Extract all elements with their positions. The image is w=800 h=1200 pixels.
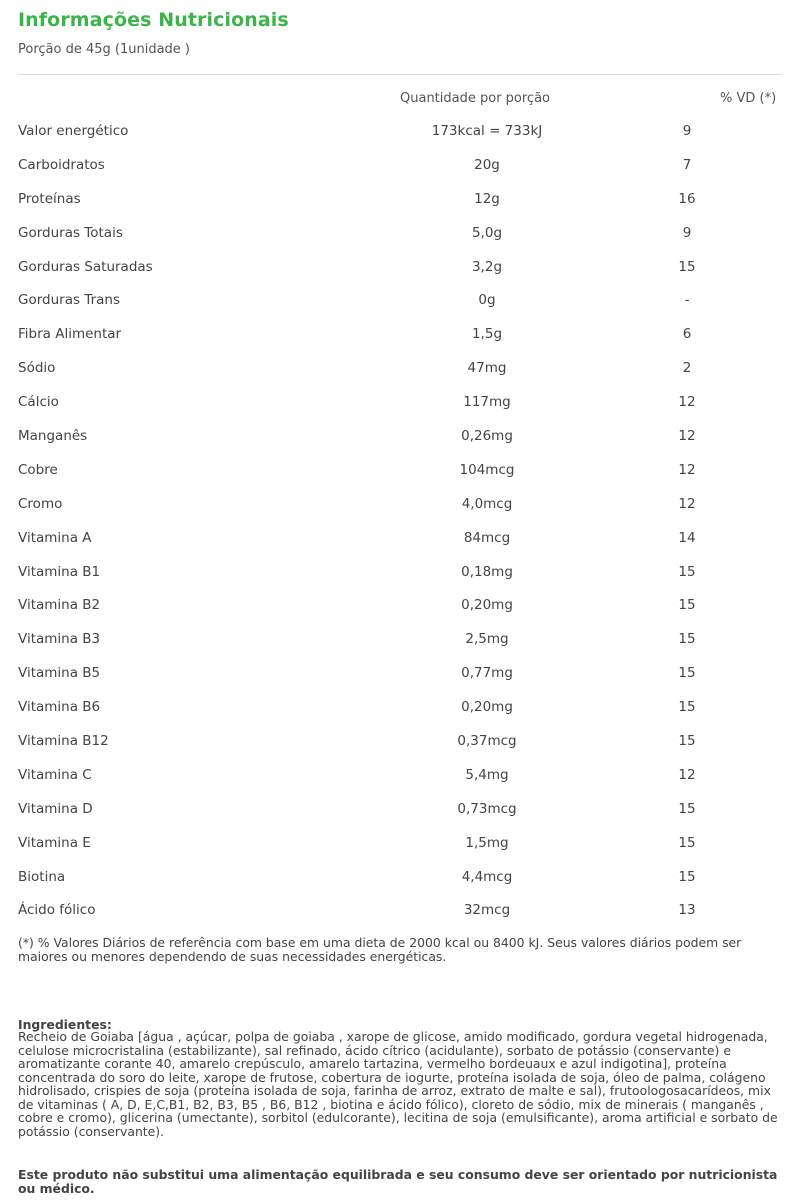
nutrient-name: Cobre: [18, 461, 58, 478]
nutrient-quantity: 5,4mg: [465, 766, 509, 783]
table-row: [0, 453, 800, 487]
nutrient-vd: 15: [678, 258, 696, 275]
table-row: [0, 385, 800, 419]
nutrient-quantity: 104mcg: [459, 461, 515, 478]
header-divider: [18, 74, 782, 75]
nutrient-vd: 15: [678, 834, 696, 851]
ingredients-text: Recheio de Goiaba [água , açúcar, polpa de goiaba , xarope de glicose, amido modificado, gordura vegetal hidrogenada, celulose microcristalina (estabilizante), sal refinado, ácido cítrico (acidulante), sorbato de potássio (conservante) e aromatizante corante 40, amarelo crepúsculo, amarelo tartazina, vermelho bordeuaux e azul indigotina], proteína concentrada do soro do leite, xarope de frutose, cobertura de iogurte, proteína isolada de soja, óleo de palma, colágeno hidrolisado, crispies de soja (proteína isolada de soja, farinha de arroz, extrato de malte e sal), frutoologosacarídeos, mix de vitaminas ( A, D, E,C,B1, B2, B3, B5 , B6, B12 , biotina e ácido fólico), cloreto de sódio, mix de minerais ( manganês , cobre e cromo), glicerina (umectante), sorbitol (edulcorante), lecitina de soja (emulsificante), aroma artificial e sorbato de potássio (conservante).: [18, 1029, 778, 1139]
nutrient-name: Carboidratos: [18, 156, 105, 173]
nutrient-vd: 15: [678, 868, 696, 885]
nutrient-name: Biotina: [18, 868, 66, 885]
nutrient-quantity: 3,2g: [471, 258, 503, 275]
nutrient-name: Vitamina B2: [18, 597, 101, 614]
nutrient-vd: 15: [678, 631, 696, 648]
nutrient-vd: 9: [682, 224, 692, 241]
portion-size: Porção de 45g (1unidade ): [18, 42, 191, 57]
nutrient-vd: 2: [682, 360, 692, 377]
table-row: [0, 351, 800, 385]
nutrient-name: Gorduras Totais: [18, 224, 123, 241]
nutrient-quantity: 0,20mg: [461, 597, 513, 614]
footnote: (*) % Valores Diários de referência com base em uma dieta de 2000 kcal ou 8400 kJ. Seus valores diários podem ser maiores ou menores dependendo de suas necessidades energéticas.: [18, 935, 742, 964]
table-row: [0, 622, 800, 656]
nutrient-name: Vitamina E: [18, 834, 91, 851]
nutrient-vd: 12: [678, 461, 696, 478]
page-title: Informações Nutricionais: [18, 9, 289, 31]
nutrient-vd: 6: [682, 326, 692, 343]
nutrient-name: Manganês: [18, 428, 88, 445]
table-row: [0, 588, 800, 622]
nutrient-quantity: 1,5mg: [465, 834, 509, 851]
nutrient-vd: 12: [678, 394, 696, 411]
nutrition-table: [0, 114, 800, 927]
nutrient-name: Gorduras Trans: [18, 292, 120, 309]
nutrient-vd: 14: [678, 529, 696, 546]
table-row: [0, 250, 800, 284]
nutrient-vd: 7: [682, 156, 692, 173]
table-row: [0, 148, 800, 182]
nutrient-name: Vitamina A: [18, 529, 92, 546]
table-row: [0, 182, 800, 216]
nutrient-quantity: 12g: [474, 190, 500, 207]
nutrient-name: Vitamina B1: [18, 563, 101, 580]
nutrient-quantity: 32mcg: [463, 902, 511, 919]
nutrient-quantity: 84mcg: [463, 529, 511, 546]
nutrient-vd: 15: [678, 665, 696, 682]
nutrient-vd: 16: [678, 190, 696, 207]
nutrient-quantity: 173kcal = 733kJ: [431, 123, 543, 139]
nutrient-quantity: 4,0mcg: [461, 495, 513, 512]
nutrient-vd: 15: [678, 699, 696, 716]
nutrient-quantity: 0,73mcg: [457, 800, 517, 817]
nutrient-name: Cromo: [18, 495, 63, 512]
nutrient-vd: 15: [678, 733, 696, 750]
nutrient-vd: 12: [678, 428, 696, 445]
nutrient-name: Vitamina B5: [18, 665, 101, 682]
table-row: [0, 826, 800, 860]
nutrient-quantity: 5,0g: [471, 224, 503, 241]
nutrient-quantity: 0g: [478, 292, 496, 309]
table-row: [0, 656, 800, 690]
nutrient-quantity: 4,4mcg: [461, 868, 513, 885]
table-row: [0, 860, 800, 894]
column-header-vd: % VD (*): [720, 91, 777, 106]
nutrient-name: Vitamina B3: [18, 631, 101, 648]
table-row: [0, 317, 800, 351]
nutrient-quantity: 0,37mcg: [457, 733, 517, 750]
nutrient-quantity: 1,5g: [471, 326, 503, 343]
nutrient-quantity: 0,26mg: [461, 428, 513, 445]
nutrient-vd: 15: [678, 563, 696, 580]
table-row: [0, 114, 800, 148]
nutrient-vd: -: [684, 292, 690, 309]
nutrient-quantity: 0,20mg: [461, 699, 513, 716]
table-row: [0, 521, 800, 555]
nutrient-vd: 9: [682, 123, 692, 139]
nutrient-name: Vitamina B6: [18, 699, 101, 716]
nutrient-quantity: 47mg: [467, 360, 507, 377]
table-row: [0, 555, 800, 589]
nutrient-quantity: 20g: [474, 156, 500, 173]
nutrient-name: Cálcio: [18, 394, 59, 411]
table-row: [0, 690, 800, 724]
nutrient-quantity: 0,18mg: [461, 563, 513, 580]
nutrient-name: Sódio: [18, 360, 56, 377]
nutrient-name: Gorduras Saturadas: [18, 258, 153, 275]
nutrient-vd: 12: [678, 766, 696, 783]
nutrient-name: Valor energético: [18, 123, 129, 139]
nutrient-name: Fibra Alimentar: [18, 326, 122, 343]
table-row: [0, 487, 800, 521]
table-row: [0, 792, 800, 826]
nutrient-quantity: 2,5mg: [465, 631, 509, 648]
nutrient-vd: 12: [678, 495, 696, 512]
nutrient-name: Vitamina D: [18, 800, 93, 817]
nutrient-vd: 15: [678, 597, 696, 614]
column-header-quantity: Quantidade por porção: [400, 91, 551, 106]
nutrient-vd: 13: [678, 902, 696, 919]
nutrient-name: Ácido fólico: [18, 902, 96, 919]
nutrient-vd: 15: [678, 800, 696, 817]
table-row: [0, 419, 800, 453]
table-row: [0, 893, 800, 927]
nutrient-name: Proteínas: [18, 190, 81, 207]
disclaimer: Este produto não substitui uma alimentação equilibrada e seu consumo deve ser orientado por nutricionista ou médico.: [18, 1167, 778, 1196]
nutrient-quantity: 0,77mg: [461, 665, 513, 682]
table-row: [0, 724, 800, 758]
ingredients-title: Ingredientes:: [18, 1017, 112, 1032]
nutrient-name: Vitamina C: [18, 766, 92, 783]
table-row: [0, 758, 800, 792]
table-row: [0, 283, 800, 317]
nutrient-name: Vitamina B12: [18, 733, 109, 750]
table-row: [0, 216, 800, 250]
nutrient-quantity: 117mg: [463, 394, 511, 411]
